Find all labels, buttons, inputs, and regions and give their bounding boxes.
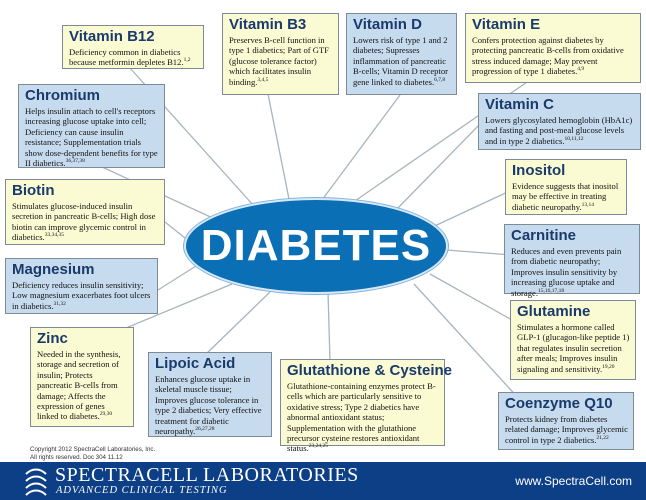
connector-vitamin-d [322, 95, 400, 200]
nutrient-description: Reduces and even prevents pain from diabetic neuropathy; Improves insulin sensitivity by increasing glucose uptake and storage.$^{15,16,17,18}$ [511, 246, 622, 298]
nutrient-box-glutathione-cysteine [280, 359, 453, 454]
spectracell-logo-icon [22, 466, 50, 496]
center-title: DIABETES [200, 221, 432, 270]
nutrient-title: Lipoic Acid [155, 355, 236, 372]
reference-numbers: 19,20 [602, 363, 615, 370]
nutrient-description: Deficiency common in diabetics because metformin depletes B12.$^{1,2}$ [69, 47, 191, 68]
nutrient-description: Protects kidney from diabetes related damage; Improves glycemic control in type 2 diabetics.$^{21,22}$ [505, 414, 628, 445]
nutrient-box-magnesium [5, 258, 158, 314]
connector-carnitine [446, 250, 512, 255]
nutrient-title: Chromium [25, 87, 100, 104]
copyright-notice [30, 446, 155, 462]
nutrient-box-chromium [18, 84, 165, 168]
nutrient-title: Vitamin C [485, 96, 554, 113]
reference-numbers: 29,30 [99, 411, 113, 418]
nutrient-title: Inositol [512, 162, 566, 179]
nutrient-description: Lowers risk of type 1 and 2 diabetes; Supresses inflammation of pancreatic B-cells; Vitamin D receptor gene linked to diabetes.$^{6,7,8}$ [353, 35, 449, 87]
reference-numbers: 15,16,17,18 [537, 287, 565, 294]
brand-tagline: ADVANCED CLINICAL TESTING [56, 485, 228, 496]
nutrient-description: Confers protection against diabetes by protecting pancreatic B-cells from oxidative stress induced damage; May prevent progression of type 1 diabetes.$^{4,9}$ [472, 35, 624, 77]
nutrient-box-vitamin-c [478, 93, 641, 150]
rights-line: All rights reserved. Doc 304 11.12 [30, 454, 123, 461]
nutrient-description: Helps insulin attach to cell's receptors increasing glucose uptake into cell; Deficiency can cause insulin resistance; Supplementation trials show dose-dependent benefits for type II diabetics.$^{36,37,38}$ [25, 106, 158, 169]
nutrient-box-lipoic-acid [148, 352, 272, 437]
copyright-line: Copyright 2012 SpectraCell Laboratories, Inc. [30, 446, 156, 453]
nutrient-description: Lowers glycosylated hemoglobin (HbA1c) and fasting and post-meal glucose levels and in type 2 diabetics.$^{10,11,12}$ [485, 115, 633, 146]
reference-numbers: 21,22 [596, 434, 609, 441]
reference-numbers: 13,14 [581, 201, 594, 208]
nutrient-description: Needed in the synthesis, storage and secretion of insulin; Protects pancreatic B-cells from damage; Affects the expression of genes linked to diabetes.$^{29,30}$ [37, 349, 121, 422]
connector-vitamin-b3 [268, 94, 290, 204]
nutrient-box-coenzyme-q10 [498, 392, 634, 450]
nutrient-box-carnitine [504, 224, 640, 298]
nutrient-title: Glutamine [517, 303, 591, 320]
nutrient-title: Vitamin B3 [229, 16, 307, 33]
center-node [186, 200, 446, 292]
nutrient-description: Deficiency reduces insulin sensitivity; Low magnesium exacerbates foot ulcers in diabetics.$^{31,32}$ [12, 280, 151, 311]
nutrient-description: Evidence suggests that inositol may be effective in treating diabetic neuropathy.$^{13,14}$ [512, 181, 619, 212]
nutrient-title: Vitamin D [353, 16, 422, 33]
reference-numbers: 10,11,12 [564, 135, 584, 142]
reference-numbers: 4,9 [577, 66, 585, 73]
connector-lipoic-acid [205, 292, 270, 355]
nutrient-description: Preserves B-cell function in type 1 diabetics; Part of GTF (glucose tolerance factor) which facilitates insulin binding.$^{3,4,5}$ [229, 35, 330, 87]
reference-numbers: 6,7,8 [434, 76, 446, 83]
reference-numbers: 31,32 [53, 300, 66, 307]
nutrient-box-glutamine [510, 300, 636, 380]
nutrient-box-vitamin-b12 [62, 25, 204, 69]
reference-numbers: 33,34,35 [44, 232, 64, 239]
nutrient-box-vitamin-b3 [222, 13, 339, 95]
nutrient-title: Magnesium [12, 261, 95, 278]
nutrient-box-vitamin-e [465, 13, 641, 83]
footer-bar [0, 462, 646, 500]
reference-numbers: 23,24,25 [308, 443, 328, 450]
brand-name: SPECTRACELL LABORATORIES [55, 464, 359, 486]
nutrient-box-inositol [505, 159, 627, 215]
nutrient-description: Glutathione-containing enzymes protect B-cells which are particularly sensitive to oxidative stress; Type 2 diabetics have abnormal antioxidant status; Supplementation with the glutathione precursor cysteine restores antioxidant status.$^{23,24,25}$ [287, 381, 436, 454]
nutrient-title: Glutathione & Cysteine [287, 362, 453, 379]
nutrient-title: Biotin [12, 182, 55, 199]
nutrient-title: Vitamin E [472, 16, 541, 33]
nutrient-title: Coenzyme Q10 [505, 395, 613, 412]
connector-vitamin-c [394, 122, 482, 212]
nutrient-title: Zinc [37, 330, 68, 347]
nutrient-title: Carnitine [511, 227, 577, 244]
nutrient-description: Stimulates a hormone called GLP-1 (glucagon-like peptide 1) that regulates insulin secretion after meals; Improves insulin signaling and sensitivity.$^{19,20}$ [517, 322, 630, 374]
nutrient-box-biotin [5, 179, 165, 245]
nutrient-description: Stimulates glucose-induced insulin secretion in pancreatic B-cells; High dose biotin can improve glycemic control in diabetics.$^{33,34,35}$ [12, 201, 156, 243]
nutrient-box-vitamin-d [346, 13, 457, 95]
reference-numbers: 26,27,28 [195, 426, 215, 433]
connector-glutathione-cysteine [328, 292, 330, 362]
reference-numbers: 1,2 [183, 57, 191, 64]
reference-numbers: 36,37,38 [65, 158, 85, 165]
nutrient-box-zinc [30, 327, 134, 427]
website-link[interactable]: www.SpectraCell.com [515, 474, 632, 488]
nutrient-description: Enhances glucose uptake in skeletal muscle tissue; Improves glucose tolerance in type 2 diabetics; Very effective treatment for diabetic neuropathy.$^{26,27,28}$ [155, 374, 262, 437]
reference-numbers: 3,4,5 [257, 76, 269, 83]
nutrient-title: Vitamin B12 [69, 28, 155, 45]
